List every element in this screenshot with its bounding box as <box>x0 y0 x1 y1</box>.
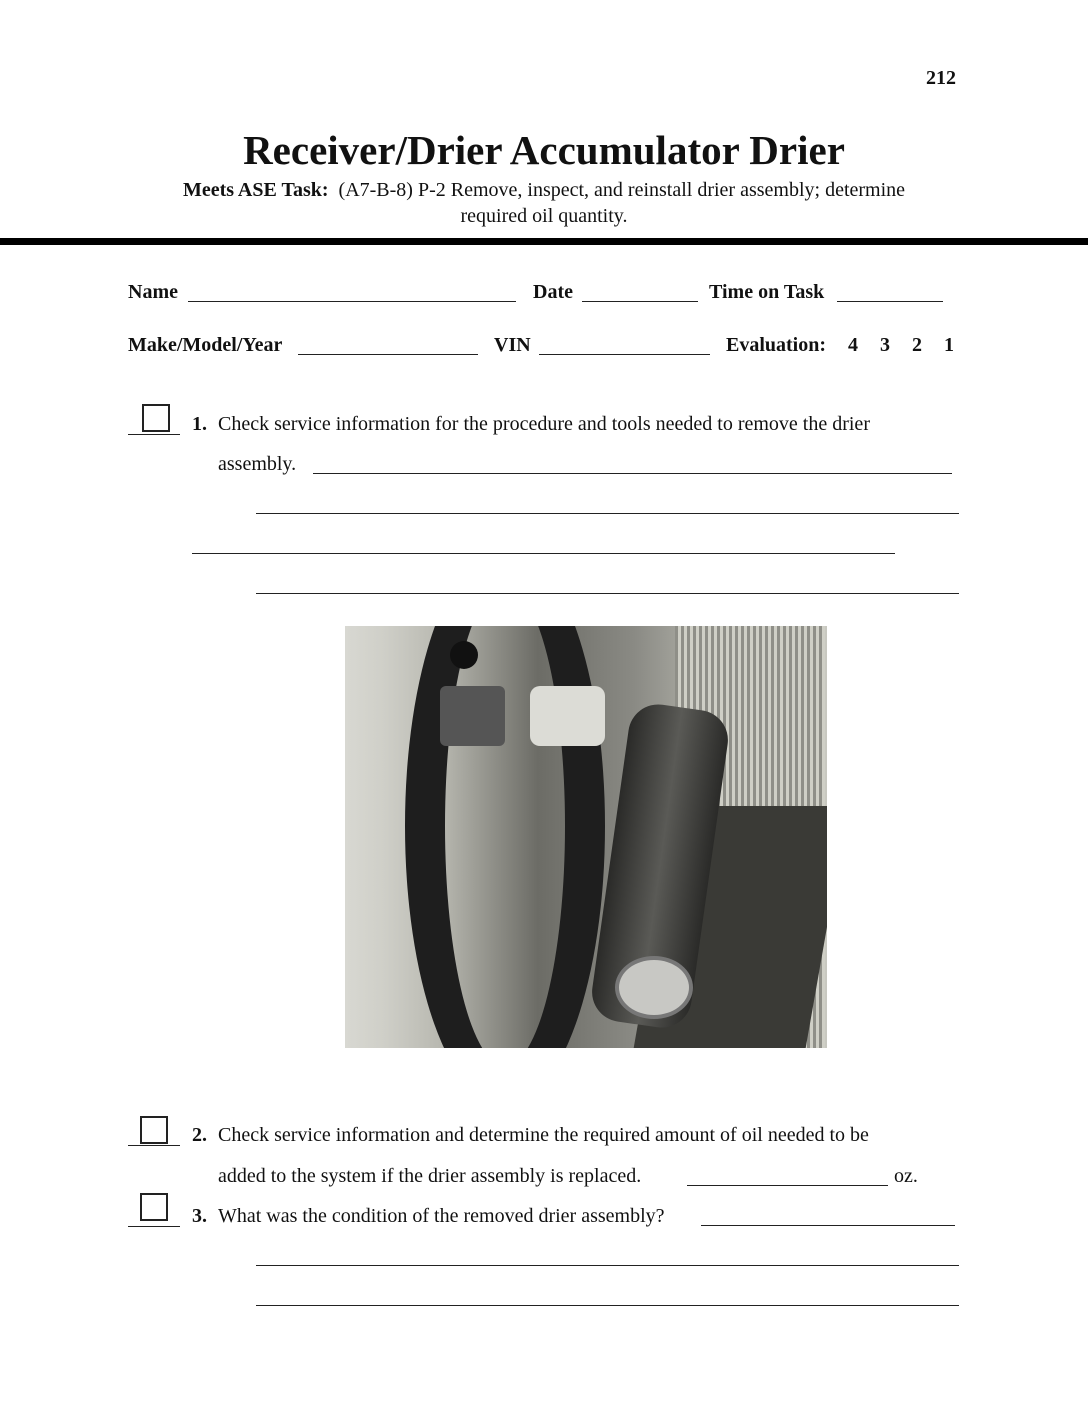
step1-check-line <box>128 434 180 435</box>
step1-answer-line-4[interactable] <box>256 593 959 594</box>
step2-check-line <box>128 1145 180 1146</box>
step1-answer-line-2[interactable] <box>256 513 959 514</box>
step3-answer-line-1[interactable] <box>701 1225 955 1226</box>
name-field[interactable] <box>188 301 516 302</box>
drier-cap <box>615 956 693 1019</box>
connector-shape <box>440 686 505 746</box>
vin-field[interactable] <box>539 354 710 355</box>
time-on-task-label: Time on Task <box>709 281 825 303</box>
ase-task-line1 <box>0 179 1088 202</box>
step3-number: 3. <box>192 1205 207 1227</box>
make-model-year-field[interactable] <box>298 354 478 355</box>
step1-answer-line-1[interactable] <box>313 473 952 474</box>
step1-text: Check service information for the procedure and tools needed to remove the drier <box>218 413 870 435</box>
date-field[interactable] <box>582 301 698 302</box>
step2-number: 2. <box>192 1124 207 1146</box>
make-model-year-label: Make/Model/Year <box>128 334 283 356</box>
ase-task-line2: required oil quantity. <box>460 205 628 227</box>
evaluation-score-1[interactable]: 1 <box>944 334 954 356</box>
step1-checkbox[interactable] <box>142 404 170 432</box>
page-title: Receiver/Drier Accumulator Drier <box>243 127 845 173</box>
step2-text: Check service information and determine the required amount of oil needed to be <box>218 1124 869 1146</box>
evaluation-score-4[interactable]: 4 <box>848 334 858 356</box>
step1-text-cont: assembly. <box>218 453 297 475</box>
step2-text-cont: added to the system if the drier assembly is replaced. <box>218 1165 642 1187</box>
step3-answer-line-2[interactable] <box>256 1265 959 1266</box>
date-label: Date <box>533 281 573 303</box>
evaluation-score-3[interactable]: 3 <box>880 334 890 356</box>
ase-task-text: (A7-B-8) P-2 Remove, inspect, and reinstall drier assembly; determine <box>338 179 906 201</box>
oil-unit: oz. <box>894 1165 918 1187</box>
page-number: 212 <box>926 67 956 89</box>
name-label: Name <box>128 281 178 303</box>
step3-answer-line-3[interactable] <box>256 1305 959 1306</box>
oil-amount-field[interactable] <box>687 1185 888 1186</box>
step3-checkbox[interactable] <box>140 1193 168 1221</box>
white-connector <box>530 686 605 746</box>
drier-assembly-photo <box>345 626 827 1048</box>
vin-label: VIN <box>494 334 531 356</box>
evaluation-label: Evaluation: <box>726 334 827 356</box>
step3-text: What was the condition of the removed drier assembly? <box>218 1205 665 1227</box>
bolt-shape <box>450 641 478 669</box>
step1-number: 1. <box>192 413 207 435</box>
header-divider <box>0 238 1088 245</box>
evaluation-score-2[interactable]: 2 <box>912 334 922 356</box>
step3-check-line <box>128 1226 180 1227</box>
step1-answer-line-3[interactable] <box>192 553 895 554</box>
time-on-task-field[interactable] <box>837 301 943 302</box>
step2-checkbox[interactable] <box>140 1116 168 1144</box>
ase-task-label: Meets ASE Task: <box>182 179 329 201</box>
